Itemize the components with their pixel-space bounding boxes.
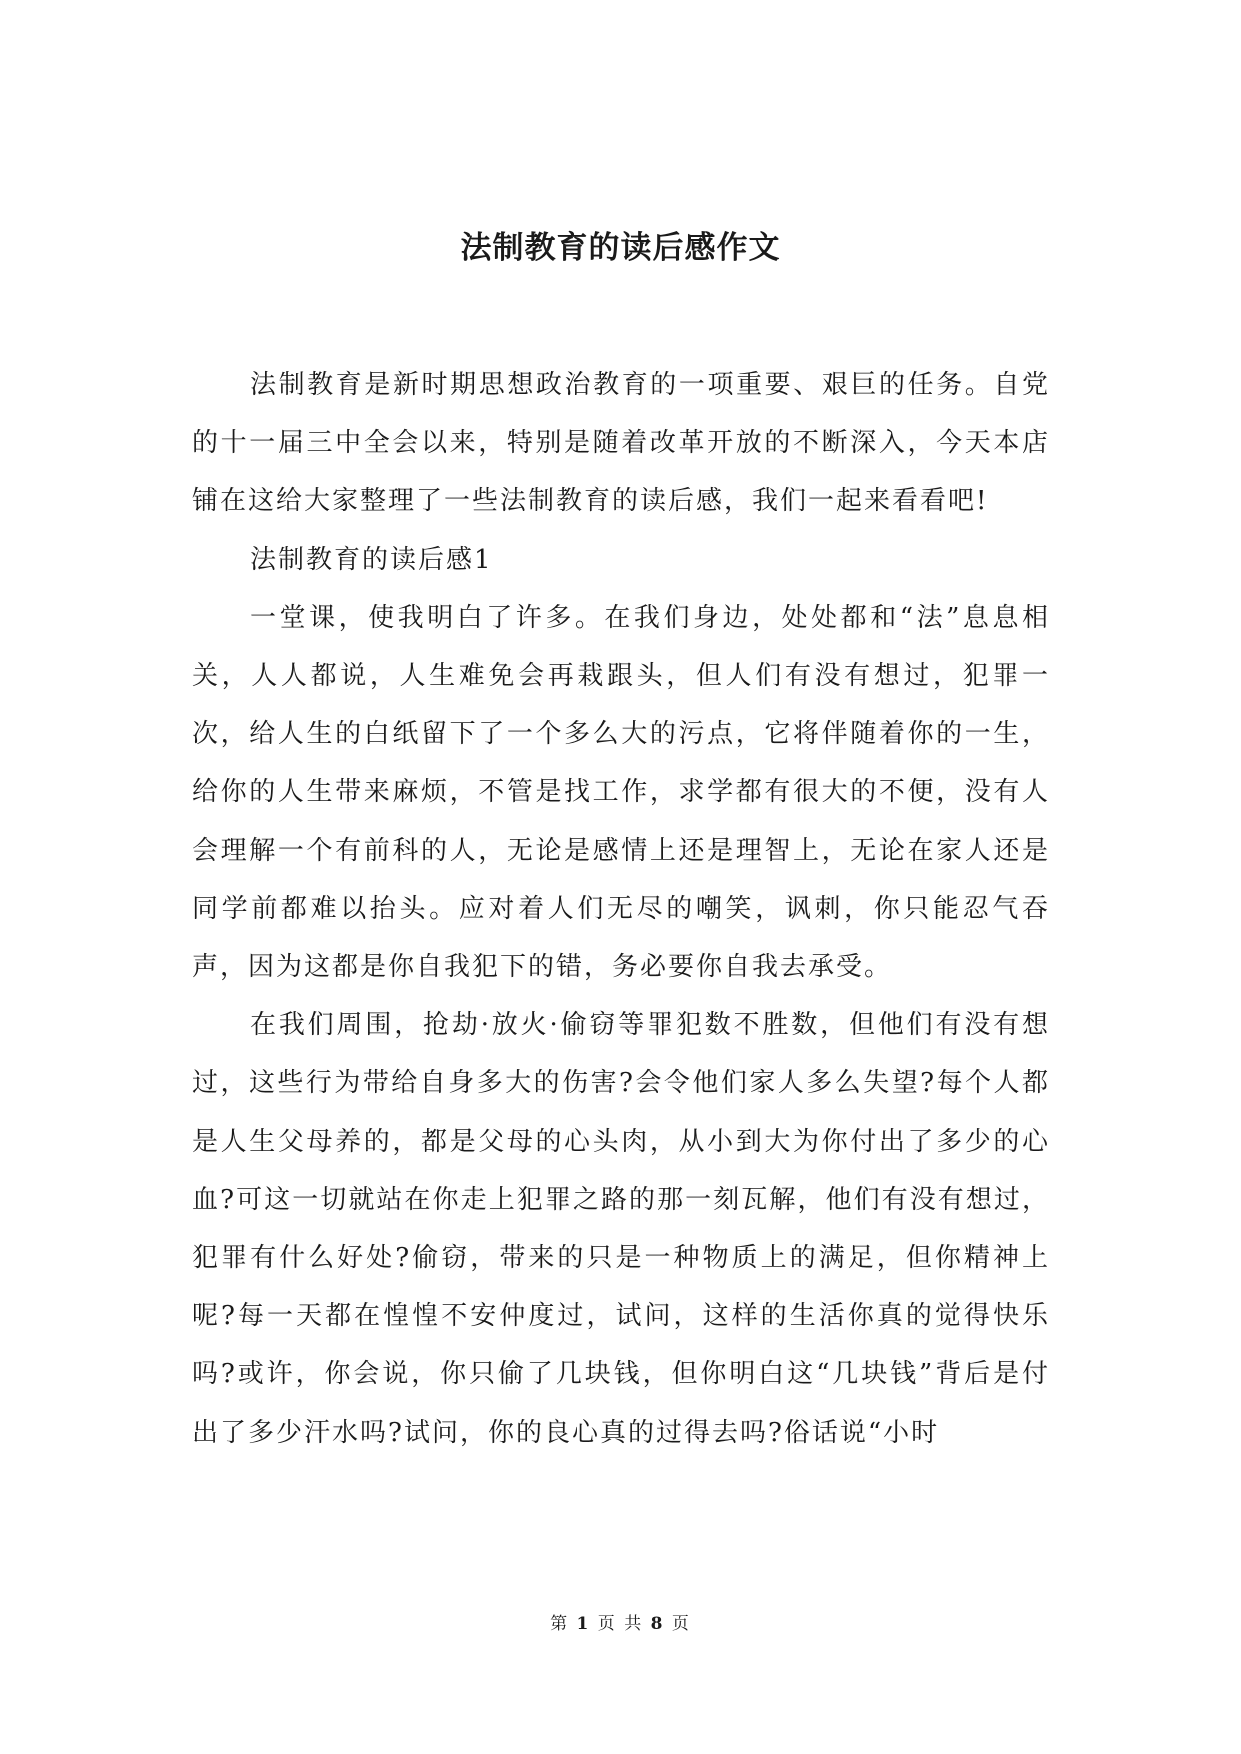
section-heading: 法制教育的读后感1	[250, 544, 493, 575]
document-body	[192, 356, 1050, 1462]
page-footer	[0, 1609, 1241, 1634]
footer-prefix: 第	[550, 1614, 570, 1634]
footer-total-pages: 8	[650, 1614, 665, 1634]
footer-current-page: 1	[576, 1614, 591, 1634]
intro-paragraph: 法制教育是新时期思想政治教育的一项重要、艰巨的任务。自党的十一届三中全会以来，特别是随着改革开放的不断深入，今天本店铺在这给大家整理了一些法制教育的读后感，我们一起来看看吧!	[192, 370, 1050, 517]
document-title: 法制教育的读后感作文	[460, 230, 781, 266]
footer-suffix: 页	[671, 1614, 691, 1634]
footer-middle: 页 共	[597, 1614, 644, 1634]
body-paragraph: 一堂课，使我明白了许多。在我们身边，处处都和“法”息息相关，人人都说，人生难免会再栽跟头，但人们有没有想过，犯罪一次，给人生的白纸留下了一个多么大的污点，它将伴随着你的一生，给你的人生带来麻烦，不管是找工作，求学都有很大的不便，没有人会理解一个有前科的人，无论是感情上还是理智上，无论在家人还是同学前都难以抬头。应对着人们无尽的嘲笑，讽刺，你只能忍气吞声，因为这都是你自我犯下的错，务必要你自我去承受。	[192, 602, 1050, 983]
body-paragraph: 在我们周围，抢劫·放火·偷窃等罪犯数不胜数，但他们有没有想过，这些行为带给自身多大的伤害?会令他们家人多么失望?每个人都是人生父母养的，都是父母的心头肉，从小到大为你付出了多少的心血?可这一切就站在你走上犯罪之路的那一刻瓦解，他们有没有想过，犯罪有什么好处?偷窃，带来的只是一种物质上的满足，但你精神上呢?每一天都在惶惶不安仲度过，试问，这样的生活你真的觉得快乐吗?或许，你会说，你只偷了几块钱，但你明白这“几块钱”背后是付出了多少汗水吗?试问，你的良心真的过得去吗?俗话说“小时	[192, 1010, 1050, 1448]
